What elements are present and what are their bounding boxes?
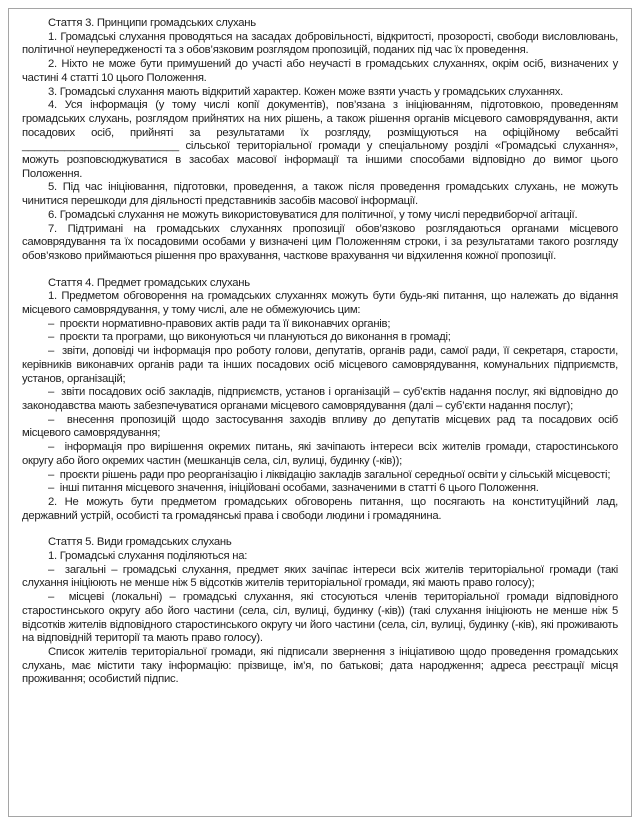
document-body: [22, 17, 618, 687]
paragraph: 1. Громадські слухання поділяються на:: [48, 550, 248, 563]
paragraph: 3. Громадські слухання мають відкритий характер. Кожен може взяти участь у громадських слуханнях.: [48, 85, 563, 98]
article-heading: Стаття 3. Принципи громадських слухань: [48, 17, 256, 29]
list-item: – інформація про вирішення окремих питань, які зачіпають інтереси всіх жителів громади, старостинського округу або його окремих частин (мешканців села, сіл, вулиці, будинку (-ків));: [22, 441, 618, 467]
paragraph: 1. Предметом обговорення на громадських слуханнях можуть бути будь-які питання, що належать до відання місцевого самоврядування, у тому числі, але не обмежуючись цим:: [22, 290, 618, 317]
document-page: [8, 8, 632, 817]
paragraph: 7. Підтримані на громадських слуханнях пропозиції обов’язково розглядаються органами місцевого самоврядування та їх посадовими особами у визначені цим Положенням строки, і за результатами такого розгляду обов’язково приймаються рішення про врахування, часткове врахування чи відхилення кожної пропозиції.: [22, 222, 618, 262]
list-item: – проєкти та програми, що виконуються чи плануються до виконання в громаді;: [48, 331, 451, 344]
article-section: [22, 536, 618, 687]
list-item: – загальні – громадські слухання, предмет яких зачіпає інтереси всіх жителів територіальної громади (такі слухання ініціюють не менше ніж 5 відсотків жителів територіальної громади, які мають право голосу);: [22, 563, 618, 590]
list-item: – інші питання місцевого значення, ініційовані особами, зазначеними в статті 6 цього Положення.: [48, 482, 539, 495]
paragraph: Список жителів територіальної громади, які підписали звернення з ініціативою щодо проведення громадських слухань, має містити таку інформацію: прізвище, ім’я, по батькові; дата народження; адреса реєстрації місця проживання; особистий підпис.: [22, 645, 618, 686]
list-item: – проєкти рішень ради про реорганізацію і ліквідацію закладів загальної середньої освіти у сільській місцевості;: [48, 468, 611, 481]
list-item: – звіти, доповіді чи інформація про роботу голови, депутатів, органів ради, самої ради, її секретаря, старости, керівників виконавчих органів ради та інших посадових осіб місцевого самоврядування, комунальних підприємств, установ, організацій;: [22, 345, 618, 385]
list-item: – проєкти нормативно-правових актів ради та її виконавчих органів;: [48, 317, 391, 330]
paragraph: 1. Громадські слухання проводяться на засадах добровільності, відкритості, прозорості, свободи висловлювань, політичної неупередженості та з обов’язковим розглядом пропозицій, поданих під час їх проведення.: [22, 30, 618, 57]
list-item: – звіти посадових осіб закладів, підприємств, установ і організацій – суб’єктів надання послуг, які відповідно до законодавства мають забезпечуватися органами місцевого самоврядування (далі – суб’єкти надання послуг);: [22, 386, 618, 412]
article-section: [22, 17, 618, 264]
article-heading: Стаття 4. Предмет громадських слухань: [48, 276, 250, 289]
article-section: [22, 277, 618, 524]
list-item: – внесення пропозицій щодо застосування заходів впливу до депутатів місцевих рад та посадових осіб місцевого самоврядування;: [22, 413, 618, 440]
list-item: – місцеві (локальні) – громадські слухання, які стосуються членів територіальної громади відповідного старостинського округу або його частини (села, сіл, вулиці, будинку (-ків)) (такі слухання ініціюють не менше ніж 5 відсотків жителів відповідного старостинського округу чи його частини (села, сіл, вулиці, будинку (-ків), які проживають на відповідній території та мають право голосу).: [22, 591, 618, 645]
paragraph: 2. Не можуть бути предметом громадських обговорень питання, що посягають на конституційний лад, державний устрій, особисті та громадянські права і свободи людини і громадянина.: [22, 495, 618, 522]
paragraph: 5. Під час ініціювання, підготовки, проведення, а також після проведення громадських слухань, не можуть чинитися перешкоди для діяльності представників засобів масової інформації.: [22, 181, 618, 208]
paragraph: 6. Громадські слухання не можуть використовуватися для політичної, у тому числі передвиборчої агітації.: [48, 208, 578, 221]
paragraph: 4. Уся інформація (у тому числі копії документів), пов’язана з ініціюванням, підготовкою, проведенням громадських слухань, розглядом прийнятих на них рішень, а також рішення органів місцевого самоврядування, акти посадових осіб, прийняті за результатами їх розгляду, розміщуються на офіційному вебсайті __________________________ сільської територіальної громади у спеціальному розділі «Громадські слухання», можуть розповсюджуватися в засобах масової інформації та іншими способами відповідно до вимог цього Положення.: [22, 99, 618, 180]
paragraph: 2. Ніхто не може бути примушений до участі або неучасті в громадських слуханнях, окрім осіб, визначених у частині 4 статті 10 цього Положення.: [22, 58, 618, 84]
article-heading: Стаття 5. Види громадських слухань: [48, 536, 232, 549]
